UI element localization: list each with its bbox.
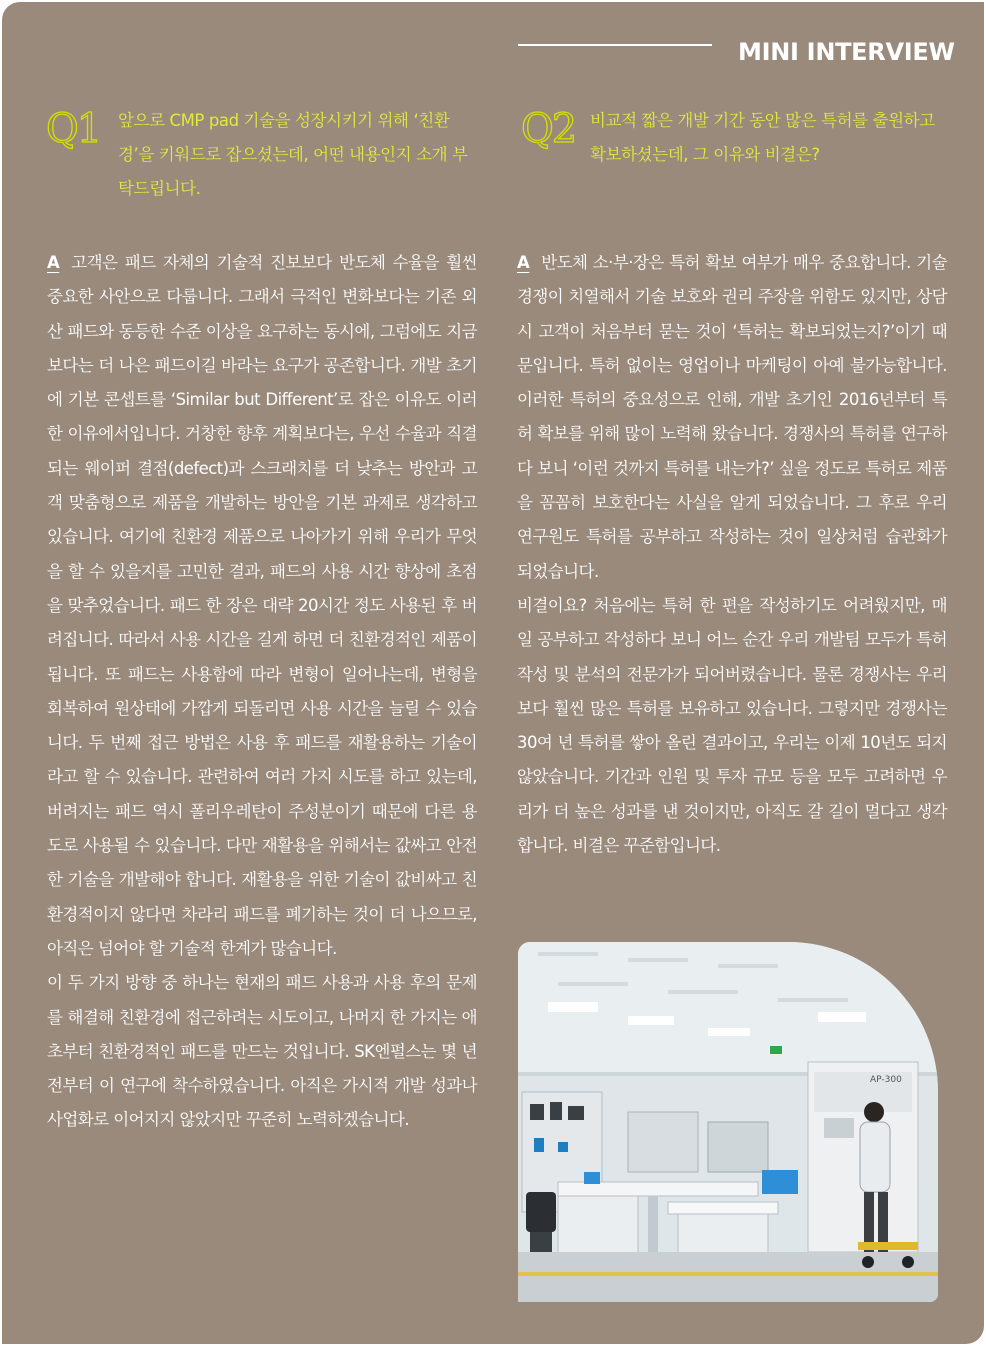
- lab-photo: [518, 942, 938, 1302]
- section-title: MINI INTERVIEW: [738, 38, 955, 66]
- q1-answer-paragraph-1: [47, 246, 477, 966]
- q1-answer: [47, 246, 477, 1138]
- q1-answer-paragraph-2: 이 두 가지 방향 중 하나는 현재의 패드 사용과 사용 후의 문제를 해결해 친환경에 접근하려는 시도이고, 나머지 한 가지는 애초부터 친환경적인 패드를 만드는 것입니다. SK엔펄스는 몇 년 전부터 이 연구에 착수하였습니다. 아직은 가시적 개발 성과나 사업화로 이어지지 않았지만 꾸준히 노력하겠습니다.: [47, 973, 477, 1130]
- q2-answer-paragraph-1: [517, 246, 947, 589]
- q2-answer: [517, 246, 947, 863]
- answer-label: A: [47, 253, 60, 272]
- q2-question: 비교적 짧은 개발 기간 동안 많은 특허를 출원하고 확보하셨는데, 그 이유와 비결은?: [590, 111, 935, 164]
- article-page: [2, 2, 984, 1344]
- q2-mark: Q2: [521, 106, 576, 152]
- q1-answer-text-1: 고객은 패드 자체의 기술적 진보보다 반도체 수율을 훨씬 중요한 사안으로 다룹니다. 그래서 극적인 변화보다는 기존 외산 패드와 동등한 수준 이상을 요구하는 동시에, 그럼에도 지금보다는 더 나은 패드이길 바라는 요구가 공존합니다. 개발 초기에 기본 콘셉트를 ‘Similar but Different’로 잡은 이유도 이러한 이유에서입니다. 거창한 향후 계획보다는, 우선 수율과 직결되는 웨이퍼 결점(defect)과 스크래치를 더 낮추는 방안과 고객 맞춤형으로 제품을 개발하는 방안을 기본 과제로 생각하고 있습니다. 여기에 친환경 제품으로 나아가기 위해 우리가 무엇을 할 수 있을지를 고민한 결과, 패드의 사용 시간 향상에 초점을 맞추었습니다. 패드 한 장은 대략 20시간 정도 사용된 후 버려집니다. 따라서 사용 시간을 길게 하면 더 친환경적인 제품이 됩니다. 또 패드는 사용함에 따라 변형이 일어나는데, 변형을 회복하여 원상태에 가깝게 되돌리면 사용 시간을 늘릴 수 있습니다. 두 번째 접근 방법은 사용 후 패드를 재활용하는 기술이라고 할 수 있습니다. 관련하여 여러 가지 시도를 하고 있는데, 버려지는 패드 역시 폴리우레탄이 주성분이기 때문에 다른 용도로 사용될 수 있습니다. 다만 재활용을 위해서는 값싸고 안전한 기술을 개발해야 합니다. 재활용을 위한 기술이 값비싸고 친환경적이지 않다면 차라리 패드를 폐기하는 것이 더 나으므로, 아직은 넘어야 할 기술적 한계가 많습니다.: [47, 253, 477, 958]
- machine-label: AP-300: [870, 1075, 902, 1085]
- q1-mark: Q1: [46, 106, 101, 152]
- q2-answer-paragraph-2: 비결이요? 처음에는 특허 한 편을 작성하기도 어려웠지만, 매일 공부하고 작성하다 보니 어느 순간 우리 개발팀 모두가 특허 작성 및 분석의 전문가가 되어버렸습니다. 물론 경쟁사는 우리보다 훨씬 많은 특허를 보유하고 있습니다. 그렇지만 경쟁사는 30여 년 특허를 쌓아 올린 결과이고, 우리는 이제 10년도 되지 않았습니다. 기간과 인원 및 투자 규모 등을 모두 고려하면 우리가 더 높은 성과를 낸 것이지만, 아직도 갈 길이 멀다고 생각합니다. 비결은 꾸준함입니다.: [517, 595, 947, 856]
- q2-answer-text-1: 반도체 소·부·장은 특허 확보 여부가 매우 중요합니다. 기술 경쟁이 치열해서 기술 보호와 권리 주장을 위함도 있지만, 상담 시 고객이 처음부터 묻는 것이 ‘특허는 확보되었는지?’이기 때문입니다. 특허 없이는 영업이나 마케팅이 아예 불가능합니다. 이러한 특허의 중요성으로 인해, 개발 초기인 2016년부터 특허 확보를 위해 많이 노력해 왔습니다. 경쟁사의 특허를 연구하다 보니 ‘이런 것까지 특허를 내는가?’ 싶을 정도로 특허로 제품을 꼼꼼히 보호한다는 사실을 알게 되었습니다. 그 후로 우리 연구원도 특허를 공부하고 작성하는 것이 일상처럼 습관화가 되었습니다.: [517, 253, 947, 581]
- answer-label: A: [517, 253, 530, 272]
- q1-question: 앞으로 CMP pad 기술을 성장시키기 위해 ‘친환경’을 키워드로 잡으셨는데, 어떤 내용인지 소개 부탁드립니다.: [118, 111, 468, 198]
- header-rule: [518, 44, 712, 46]
